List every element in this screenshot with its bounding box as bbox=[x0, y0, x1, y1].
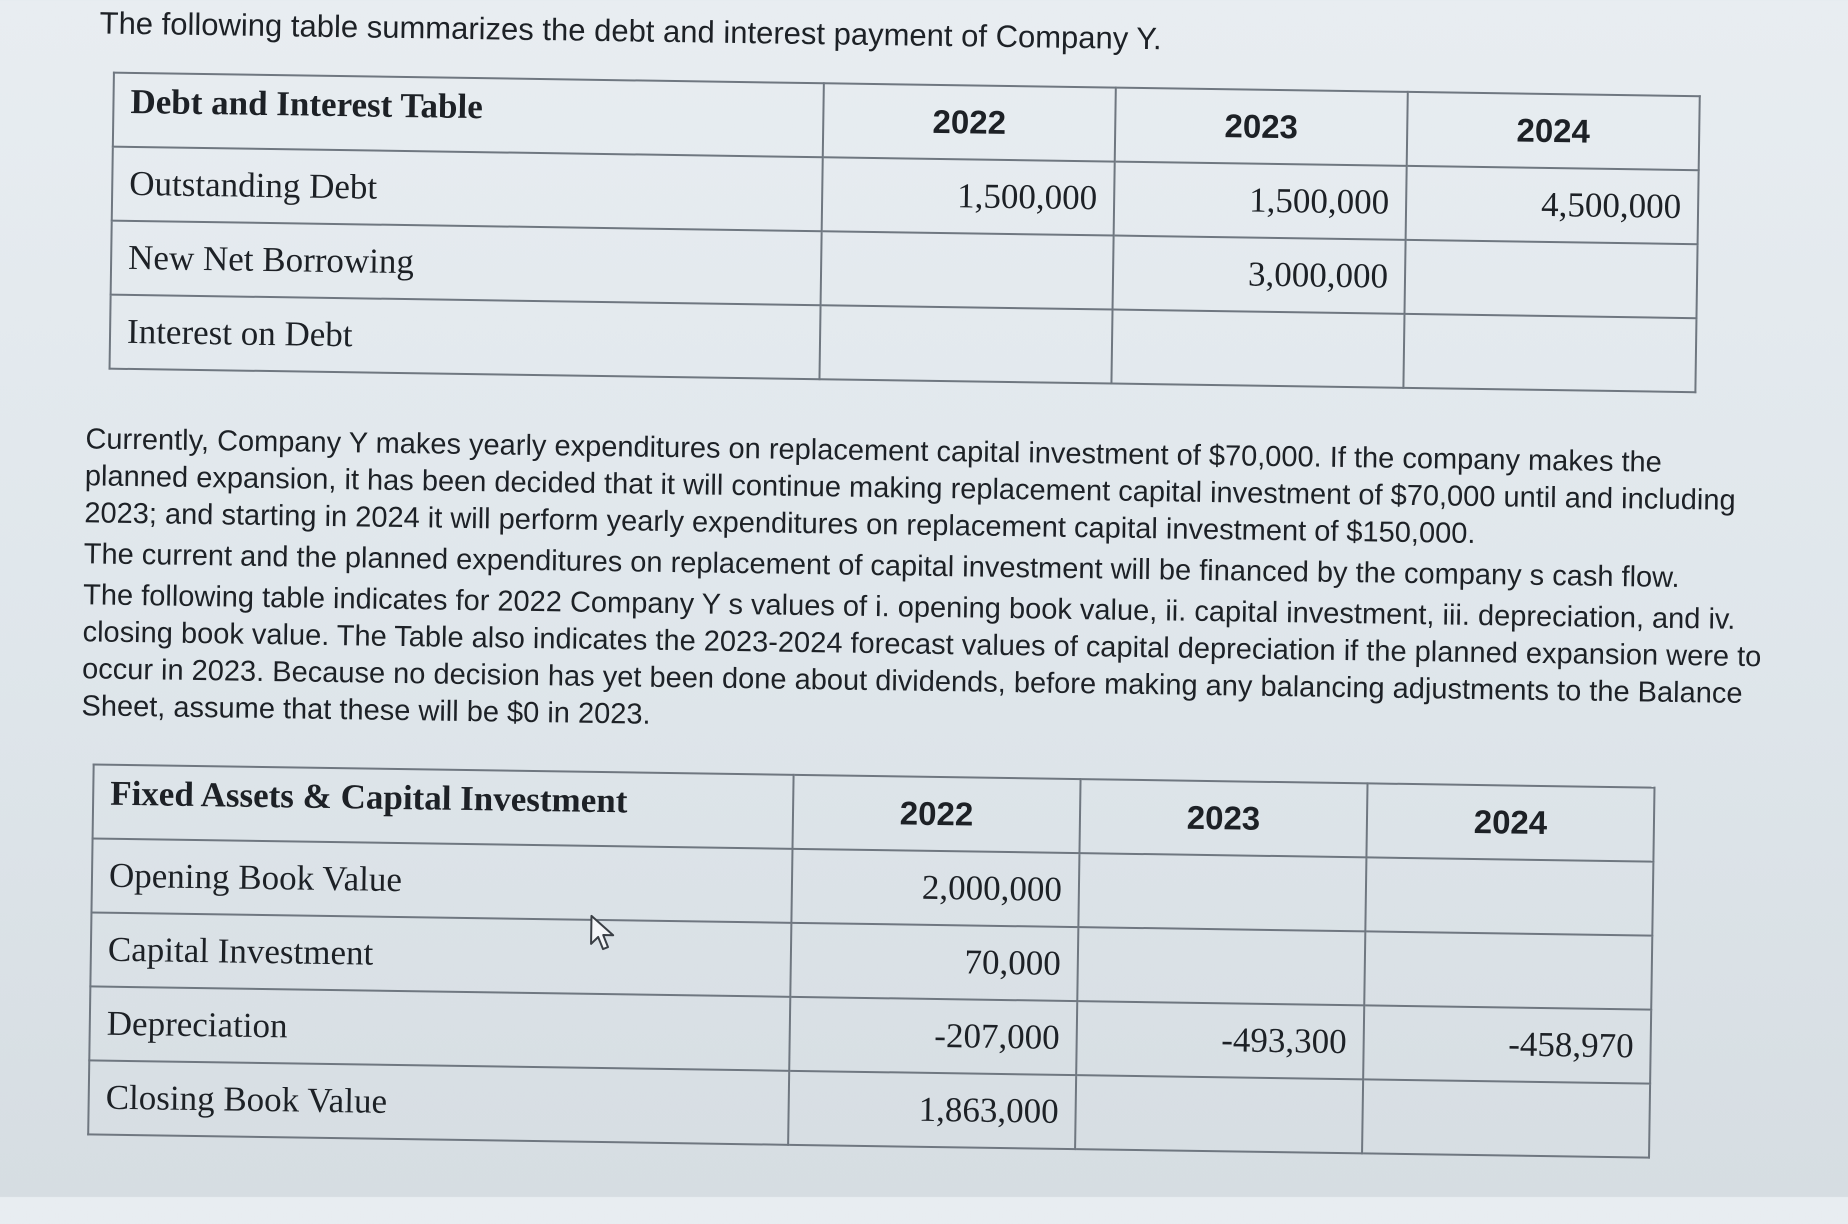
paragraph: The following table indicates for 2022 Company Y s values of i. opening book value, ii. capital investment, iii. depreciation, and iv. closing book value. The Table also indicates the 2023-2024 forecast values of capital depreciation if the planned expansion were to occur in 2023. Because no decision has yet been done about dividends, before making any balancing adjustments to the Balance Sheet, assume that these will be $0 in 2023. bbox=[81, 579, 1762, 731]
table-cell: 1,500,000 bbox=[822, 157, 1115, 235]
year-header: 2024 bbox=[1407, 92, 1700, 170]
table-cell bbox=[1078, 853, 1366, 931]
row-label: Depreciation bbox=[89, 986, 790, 1070]
year-header: 2022 bbox=[823, 83, 1116, 161]
mouse-pointer-icon bbox=[588, 914, 623, 955]
row-label: Capital Investment bbox=[90, 912, 791, 996]
table-cell bbox=[1362, 1079, 1650, 1157]
row-label: Opening Book Value bbox=[91, 838, 792, 922]
row-label: Outstanding Debt bbox=[112, 147, 823, 232]
table-cell: 3,000,000 bbox=[1113, 236, 1406, 314]
table-cell bbox=[1403, 314, 1696, 392]
table-cell: 2,000,000 bbox=[791, 849, 1079, 927]
year-header: 2022 bbox=[792, 775, 1080, 853]
fixed-assets-table bbox=[87, 763, 1655, 1158]
table-cell: -458,970 bbox=[1363, 1005, 1651, 1083]
table-cell: 1,500,000 bbox=[1114, 162, 1407, 240]
table-cell bbox=[819, 305, 1112, 383]
table-cell bbox=[1365, 857, 1653, 935]
table-cell bbox=[1404, 240, 1697, 318]
debt-interest-table bbox=[109, 72, 1701, 394]
paragraph: Currently, Company Y makes yearly expenditures on replacement capital investment of $70,000. If the company makes the planned expansion, it has been decided that it will continue making replacement capital investment of $70,000 until and including 2023; and starting in 2024 it will perform yearly expenditures on replacement capital investment of $150,000. bbox=[84, 423, 1736, 550]
table-cell bbox=[1364, 931, 1652, 1009]
table-cell: -493,300 bbox=[1076, 1001, 1364, 1079]
year-header: 2023 bbox=[1079, 779, 1367, 857]
table-cell bbox=[1075, 1075, 1363, 1153]
table-cell: 70,000 bbox=[790, 923, 1078, 1001]
row-label: Interest on Debt bbox=[110, 295, 821, 380]
table-cell: 1,863,000 bbox=[788, 1071, 1076, 1149]
table-cell bbox=[1111, 310, 1404, 388]
row-label: New Net Borrowing bbox=[111, 221, 822, 306]
table-title: Debt and Interest Table bbox=[113, 73, 824, 158]
year-header: 2023 bbox=[1115, 88, 1408, 166]
paragraph: The current and the planned expenditures on replacement of capital investment will be financed by the company s cash flow. bbox=[83, 538, 1680, 594]
body-text bbox=[81, 421, 1765, 754]
row-label: Closing Book Value bbox=[88, 1060, 789, 1144]
table-cell: 4,500,000 bbox=[1406, 166, 1699, 244]
year-header: 2024 bbox=[1366, 783, 1654, 861]
intro-text: The following table summarizes the debt and interest payment of Company Y. bbox=[99, 5, 1162, 57]
table-cell: -207,000 bbox=[789, 997, 1077, 1075]
table-title: Fixed Assets & Capital Investment bbox=[93, 764, 794, 848]
table-cell bbox=[1077, 927, 1365, 1005]
table-cell bbox=[821, 231, 1114, 309]
